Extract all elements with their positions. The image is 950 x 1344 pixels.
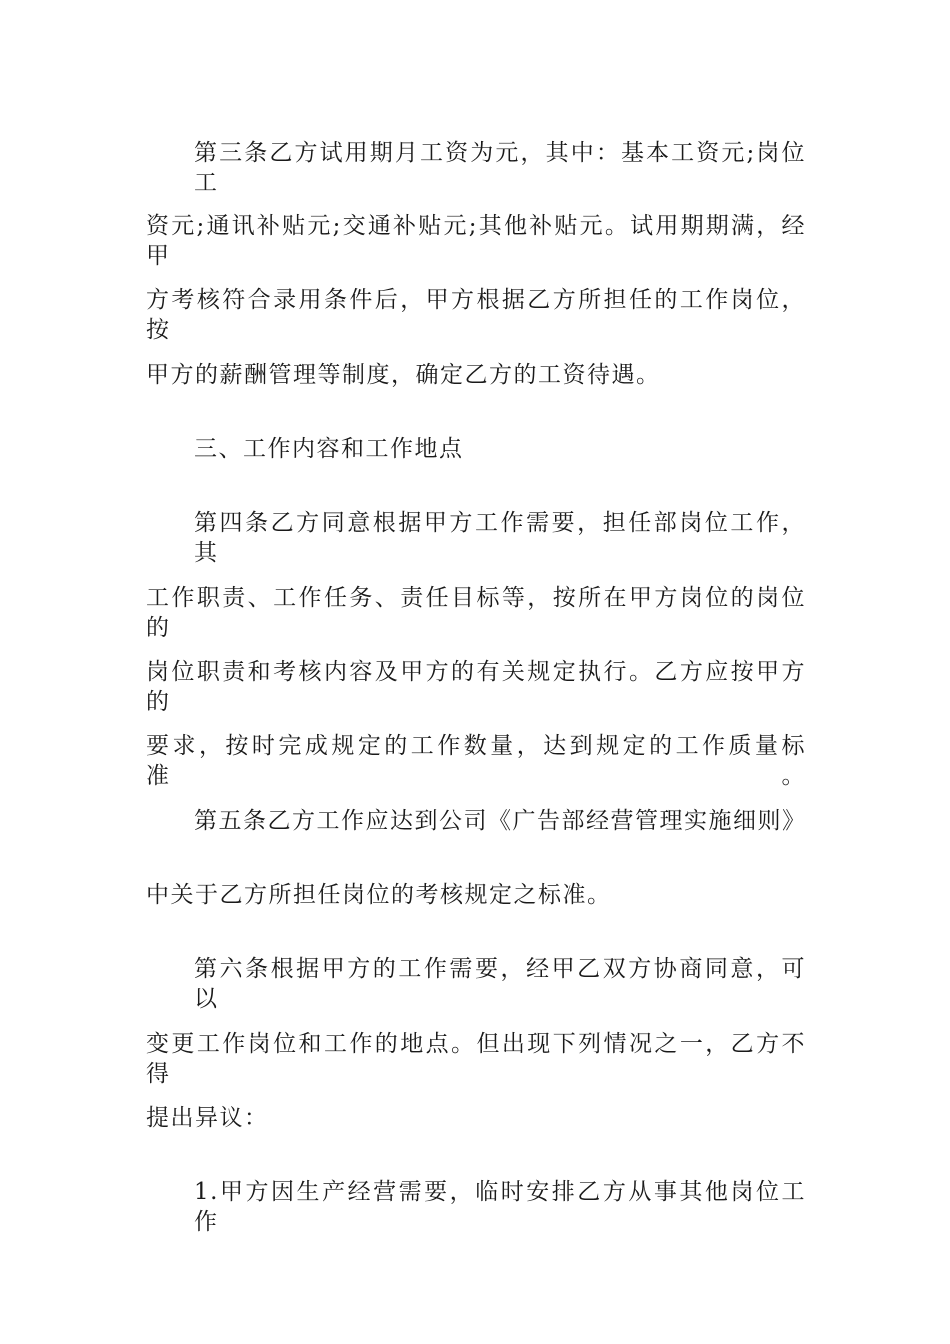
paragraph-4-line-4: 要求，按时完成规定的工作数量，达到规定的工作质量标准。 — [146, 733, 806, 789]
paragraph-4-line-3: 岗位职责和考核内容及甲方的有关规定执行。乙方应按甲方的 — [146, 659, 806, 715]
paragraph-3-line-1: 第三条乙方试用期月工资为元，其中：基本工资元;岗位工 — [194, 140, 806, 196]
paragraph-3-line-2: 资元;通讯补贴元;交通补贴元;其他补贴元。试用期期满，经甲 — [146, 213, 806, 269]
paragraph-3-line-4: 甲方的薪酬管理等制度，确定乙方的工资待遇。 — [146, 362, 661, 388]
paragraph-6-line-1: 第六条根据甲方的工作需要，经甲乙双方协商同意，可以 — [194, 956, 806, 1012]
paragraph-4-line-2: 工作职责、工作任务、责任目标等，按所在甲方岗位的岗位的 — [146, 585, 806, 641]
paragraph-6-line-3: 提出异议： — [146, 1105, 269, 1131]
paragraph-6-line-2: 变更工作岗位和工作的地点。但出现下列情况之一，乙方不得 — [146, 1031, 806, 1087]
list-item-1: 1.甲方因生产经营需要，临时安排乙方从事其他岗位工作 — [194, 1179, 806, 1235]
paragraph-5-line-1: 第五条乙方工作应达到公司《广告部经营管理实施细则》 — [194, 808, 807, 834]
section-heading: 三、工作内容和工作地点 — [194, 436, 464, 462]
paragraph-3-line-3: 方考核符合录用条件后，甲方根据乙方所担任的工作岗位，按 — [146, 287, 806, 343]
paragraph-4-line-1: 第四条乙方同意根据甲方工作需要，担任部岗位工作，其 — [194, 510, 806, 566]
paragraph-5-line-2: 中关于乙方所担任岗位的考核规定之标准。 — [146, 882, 612, 908]
